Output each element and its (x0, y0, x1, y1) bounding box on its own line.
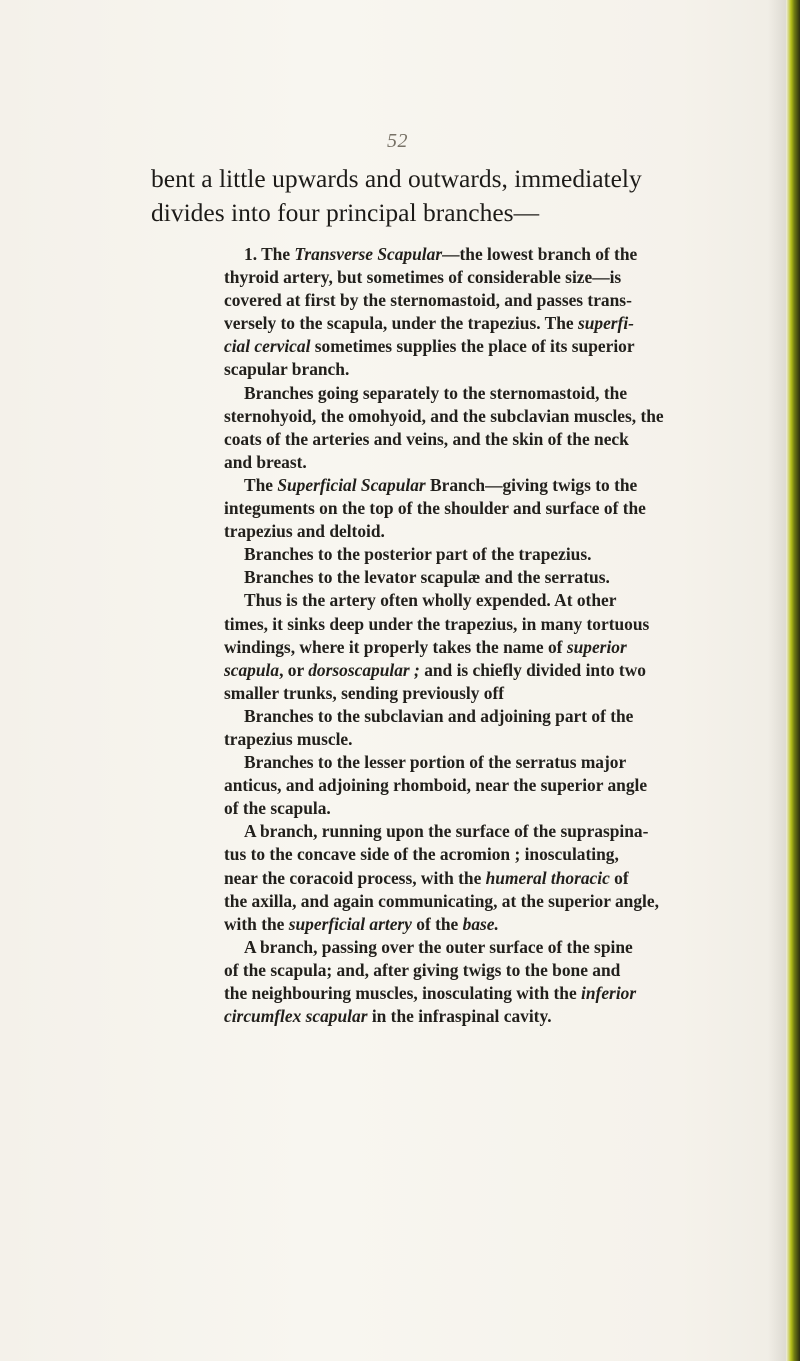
text-line (224, 613, 800, 636)
text-line (224, 382, 800, 405)
text-run: scapular branch. (224, 359, 350, 380)
text-line (224, 867, 800, 890)
text-run: near the coracoid process, with the (224, 867, 486, 888)
italic-term: cial cervical (224, 336, 311, 357)
branch-list-text (224, 243, 800, 1028)
text-line (224, 474, 800, 497)
text-line (224, 312, 800, 335)
italic-term: base. (462, 913, 499, 934)
text-run: coats of the arteries and veins, and the skin of the neck (224, 428, 629, 449)
text-line (224, 751, 800, 774)
italic-term: Transverse Scapular (294, 244, 443, 264)
text-run: , or (279, 659, 309, 680)
text-run: Branches going separately to the sternomastoid, the (244, 382, 628, 403)
text-run: Branches to the levator scapulæ and the serratus. (244, 567, 610, 588)
text-line (224, 843, 800, 866)
text-run: and breast. (224, 451, 307, 472)
text-line (224, 936, 800, 959)
text-line (224, 659, 800, 682)
text-run: the neighbouring muscles, inosculating with the (224, 983, 582, 1003)
text-line (224, 774, 800, 797)
text-run: Branches to the lesser portion of the serratus major (244, 752, 627, 773)
text-line (224, 405, 800, 428)
text-run: trapezius muscle. (224, 728, 353, 749)
text-run: sometimes supplies the place of its superior (310, 336, 635, 357)
lead-line: bent a little upwards and outwards, immediately (151, 164, 642, 193)
text-run: covered at first by the sternomastoid, and passes trans- (224, 290, 632, 311)
text-run: and is chiefly divided into two (419, 659, 646, 680)
text-run: Branches to the posterior part of the trapezius. (244, 544, 592, 565)
text-run: thyroid artery, but sometimes of considerable size—is (224, 267, 622, 288)
text-line (224, 797, 800, 820)
text-line (224, 289, 800, 312)
text-line (224, 820, 800, 843)
italic-term: superior (566, 636, 627, 657)
text-line (224, 358, 800, 381)
italic-term: inferior (581, 983, 637, 1003)
page-number: 52 (387, 130, 408, 152)
text-run: versely to the scapula, under the trapezius. The (224, 313, 578, 334)
text-line (224, 428, 800, 451)
text-run: —the lowest branch of the (442, 244, 638, 264)
text-run: Thus is the artery often wholly expended. At other (244, 590, 617, 611)
text-run: A branch, running upon the surface of the supraspina- (244, 821, 649, 842)
text-run: Branches to the subclavian and adjoining part of the (244, 705, 634, 726)
text-run: anticus, and adjoining rhomboid, near the superior angle (224, 775, 648, 796)
italic-term: circumflex scapular (224, 1006, 368, 1027)
text-run: tus to the concave side of the acromion ; inosculating, (224, 844, 619, 865)
text-line (224, 243, 800, 266)
text-line (224, 520, 800, 543)
text-line (224, 728, 800, 751)
text-run: of the scapula. (224, 798, 331, 819)
text-run: trapezius and deltoid. (224, 521, 385, 542)
text-run: The (244, 474, 278, 495)
text-line (224, 1005, 800, 1028)
text-run: A branch, passing over the outer surface of the spine (244, 936, 633, 957)
lead-line: divides into four principal branches— (151, 198, 540, 227)
text-run: sternohyoid, the omohyoid, and the subclavian muscles, the (224, 405, 664, 426)
text-line (224, 959, 800, 982)
text-line (224, 543, 800, 566)
text-run: with the (224, 913, 289, 934)
text-run: times, it sinks deep under the trapezius, in many tortuous (224, 613, 650, 634)
text-run: in the infraspinal cavity. (367, 1006, 552, 1027)
text-line (224, 497, 800, 520)
text-run: of the (411, 913, 463, 934)
text-line (224, 890, 800, 913)
text-run: windings, where it properly takes the name of (224, 636, 567, 657)
text-run: 1. The (244, 244, 295, 264)
italic-term: superfi- (577, 313, 634, 334)
text-line (224, 451, 800, 474)
text-run: smaller trunks, sending previously off (224, 682, 505, 703)
text-line (224, 913, 800, 936)
text-line (224, 705, 800, 728)
text-run: integuments on the top of the shoulder and surface of the (224, 498, 646, 519)
lead-paragraph (151, 162, 791, 230)
text-run: Branch—giving twigs to the (425, 474, 638, 495)
text-line (224, 636, 800, 659)
text-line (224, 589, 800, 612)
text-line (224, 335, 800, 358)
italic-term: superficial artery (288, 913, 412, 934)
text-run: of (609, 867, 629, 888)
italic-term: Superficial Scapular (277, 474, 426, 495)
text-line (224, 682, 800, 705)
text-line (224, 982, 800, 1005)
italic-term: dorsoscapular ; (308, 659, 420, 680)
text-line (224, 566, 800, 589)
text-run: the axilla, and again communicating, at the superior angle, (224, 890, 659, 911)
italic-term: humeral thoracic (485, 867, 610, 888)
text-line (224, 266, 800, 289)
italic-term: scapula (224, 659, 280, 680)
text-run: of the scapula; and, after giving twigs to the bone and (224, 959, 621, 980)
